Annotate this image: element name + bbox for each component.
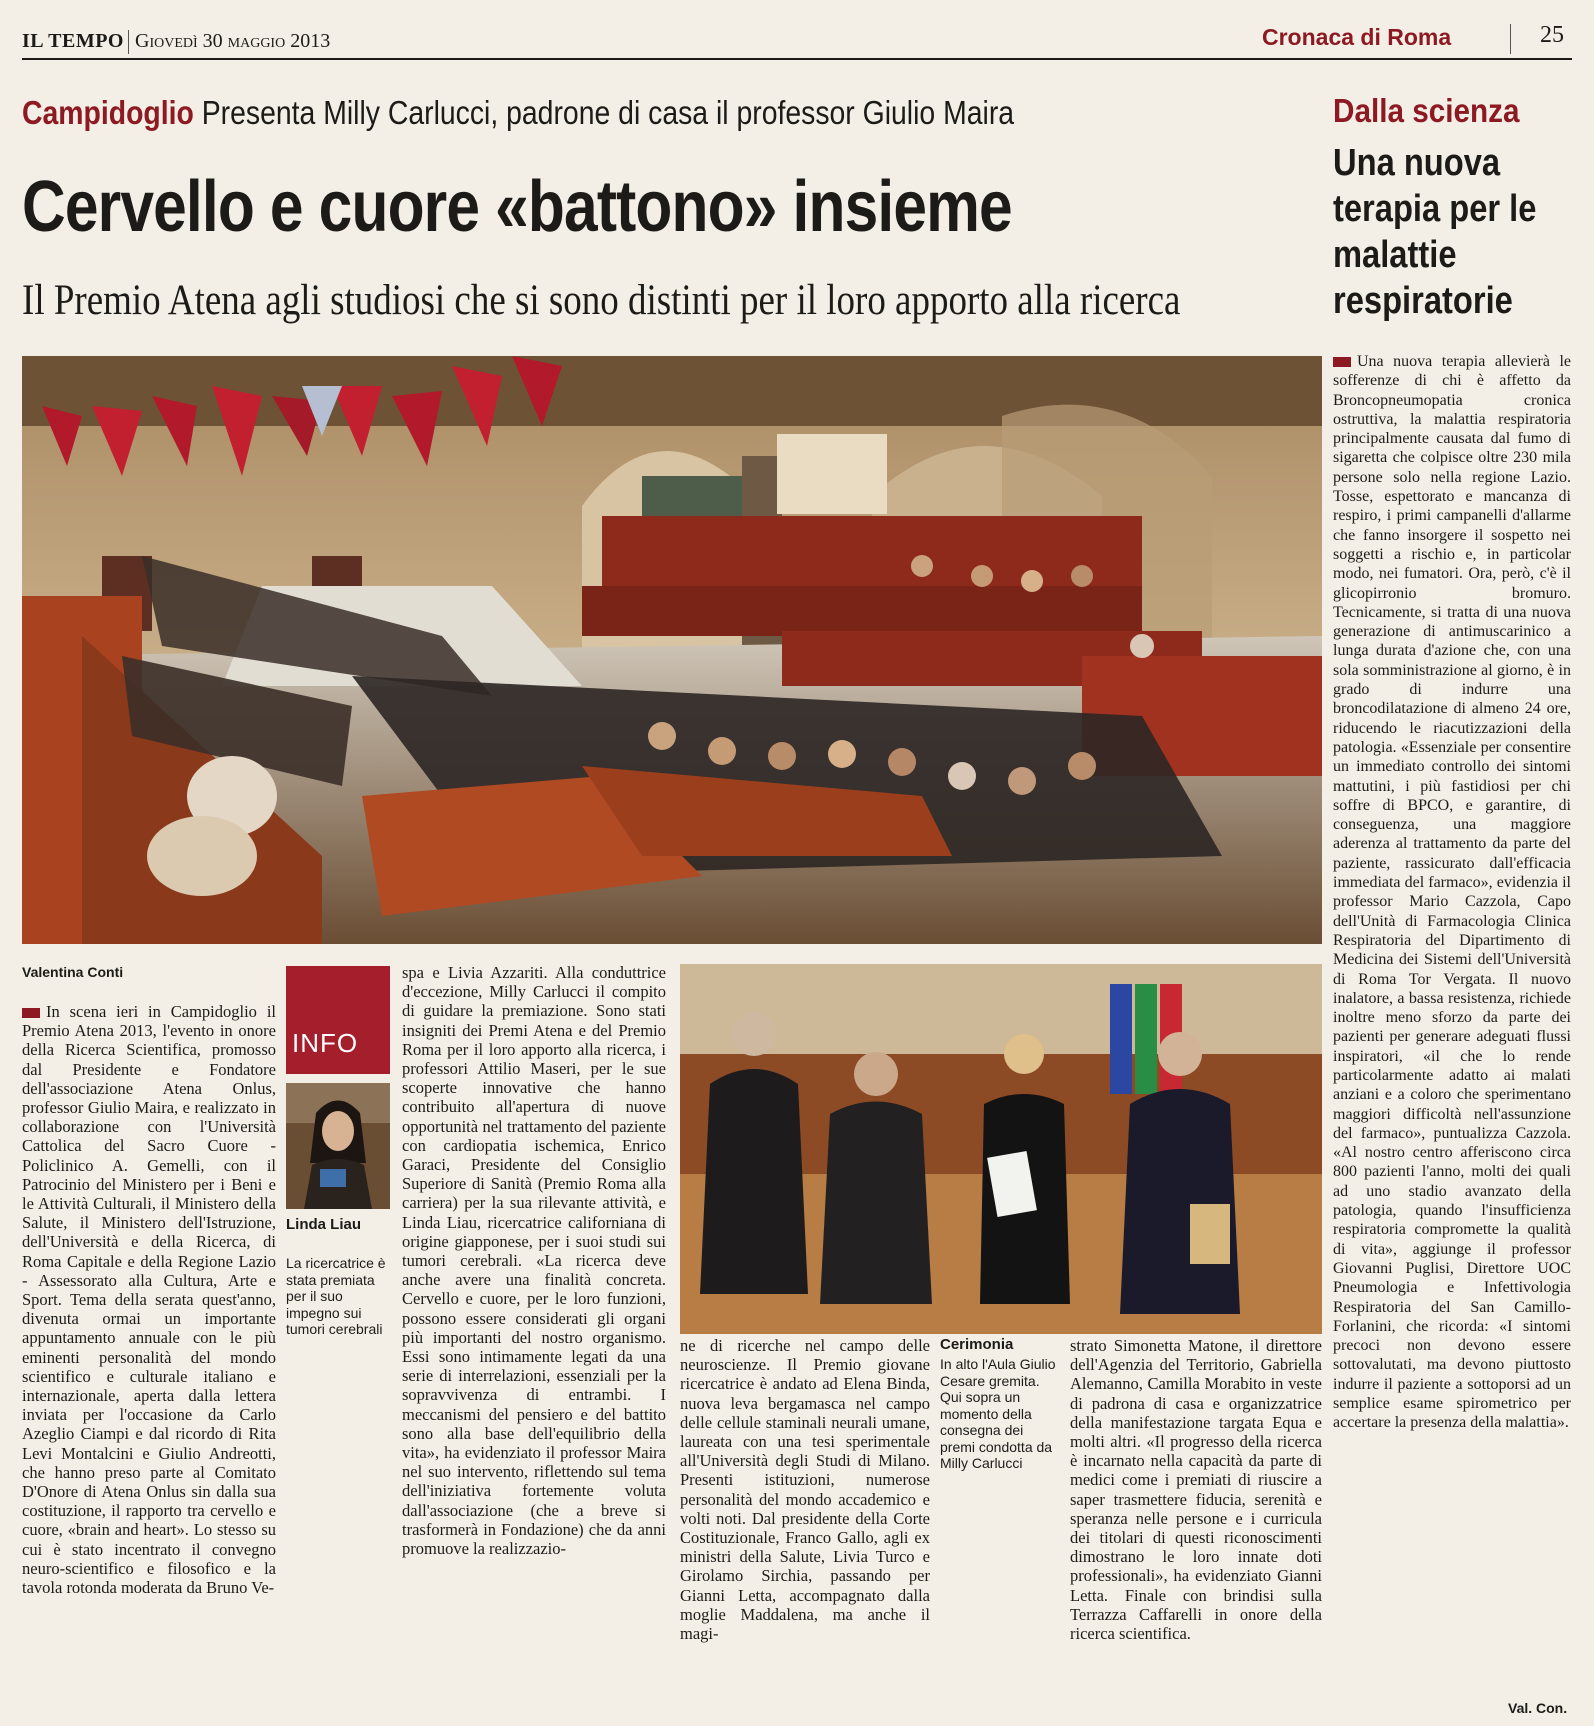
info-name: Linda Liau bbox=[286, 1216, 361, 1233]
masthead: IL TEMPO bbox=[22, 30, 124, 52]
caption-text: In alto l'Aula Giulio Cesare gremita. Qui sopra un momento della consegna dei premi condotta da Milly Carlucci bbox=[940, 1356, 1056, 1471]
paragraph-marker bbox=[22, 1008, 40, 1018]
kicker bbox=[22, 94, 1014, 132]
sidebar-article bbox=[1333, 352, 1571, 1433]
byline: Valentina Conti bbox=[22, 964, 124, 980]
article-text-4: strato Simonetta Matone, il direttore dell'Agenzia del Territorio, Gabriella Alemanno, Camilla Morabito in veste di padrona di casa e organizzatrice della manifestazione targata Equa e molti altri. «Il progresso della ricerca è incarnato nella capacità da parte di medici come i premiati di riuscire a saper trasmettere fiducia, serenità e speranza nelle persone e i curricula dei titolari di questi riconoscimenti dimostrano le loro innate doti professionali», ha evidenziato Gianni Letta. Finale con brindisi sulla Terrazza Caffarelli in onore della ricerca scientifica. bbox=[1070, 1336, 1322, 1644]
article-column-1 bbox=[22, 1002, 276, 1597]
ceremony-photo bbox=[680, 964, 1322, 1334]
section-title: Cronaca di Roma bbox=[1262, 24, 1452, 50]
headline: Cervello e cuore «battono» insieme bbox=[22, 167, 1012, 247]
paragraph-marker bbox=[1333, 357, 1351, 367]
kicker-text: Presenta Milly Carlucci, padrone di casa il professor Giulio Maira bbox=[201, 94, 1015, 131]
article-text-2: spa e Livia Azzariti. Alla conduttrice d'eccezione, Milly Carlucci il compito di guidare la premiazione. Sono stati insigniti dei Premi Atena e del Premio Roma per il loro apporto alla ricerca, i professori Attilio Maseri, per le sue scoperte innovative che hanno contribuito all'apertura di nuove opportunità nel trattamento del paziente con cardiopatia ischemica, Enrico Garaci, Presidente del Consiglio Superiore di Sanità (Premio Roma alla carriera) per la sua rilevante attività, e Linda Liau, ricercatrice californiana di origine giapponese, per i suoi studi sui tumori cerebrali. «La ricerca deve anche avere una finalità concreta. Cervello e cuore, per le loro funzioni, possono essere considerati gli organi più importanti del nostro organismo. Essi sono intimamente legati da una serie di interrelazioni, essenziali per la sopravvivenza di entrambi. I meccanismi del pensiero e del battito sono alla base dell'equilibrio della vita», ha evidenziato il professor Maira nel suo intervento, riflettendo sul tema dell'iniziativa fortemente voluta dall'associazione (che a breve si trasformerà in Fondazione) che da anni promuove la realizzazio- bbox=[402, 963, 666, 1559]
sidebar-kicker: Dalla scienza bbox=[1333, 92, 1520, 129]
header-divider bbox=[1510, 24, 1511, 54]
info-text: La ricercatrice è stata premiata per il suo impegno sui tumori cerebrali bbox=[286, 1255, 386, 1337]
info-box bbox=[286, 966, 390, 1074]
header-divider bbox=[128, 30, 129, 54]
kicker-label: Campidoglio bbox=[22, 94, 194, 131]
article-column-4 bbox=[1070, 1336, 1322, 1643]
article-column-2 bbox=[402, 963, 666, 1558]
header-rule bbox=[22, 58, 1572, 60]
hall-photo bbox=[22, 356, 1322, 944]
article-column-3 bbox=[680, 1336, 930, 1643]
article-text-3: ne di ricerche nel campo delle neuroscienze. Il Premio giovane ricercatrice è andato ad Elena Binda, nuova leva bergamasca nel campo delle cellule staminali neurali umane, laureata con una tesi sperimentale all'Università degli Studi di Milano. Presenti istituzioni, numerose personalità del mondo accademico e volti noti. Dal presidente della Corte Costituzionale, Franco Gallo, agli ex ministri della Salute, Livia Turco e Girolamo Sirchia, passando per Gianni Letta, accompagnato dalla moglie Maddalena, ma anche il magi- bbox=[680, 1336, 930, 1644]
signature: Val. Con. bbox=[1508, 1700, 1568, 1716]
article-text-1: In scena ieri in Campidoglio il Premio Atena 2013, l'evento in onore della Ricerca Scientifica, promosso dal Presidente e Fondatore dell'associazione Atena Onlus, professor Giulio Maira, e realizzato in collaborazione con l'Università Cattolica del Sacro Cuore - Policlinico A. Gemelli, con il Patrocinio del Ministero per i Beni e le Attività Culturali, il Ministero della Salute, il Ministero dell'Istruzione, dell'Università e della Ricerca, di Roma Capitale e della Regione Lazio - Assessorato alla Cultura, Arte e Sport. Tema della serata quest'anno, divenuta ormai un importante appuntamento annuale con le più eminenti personalità del mondo scientifico e culturale italiano e internazionale, aperta dalla lettera inviata per l'occasione da Carlo Azeglio Ciampi e dal ricordo di Rita Levi Montalcini e Giulio Andreotti, che hanno preso parte al Comitato D'Onore di Atena Onlus sin dalla sua costituzione, il rapporto tra cervello e cuore, «brain and heart». Lo stesso su cui è stato incentrato il convegno neuro-scientifico e filosofico e la tavola rotonda moderata da Bruno Ve- bbox=[22, 1002, 276, 1598]
info-label: INFO bbox=[292, 1028, 359, 1058]
caption-title: Cerimonia bbox=[940, 1336, 1014, 1353]
subheadline: Il Premio Atena agli studiosi che si sono distinti per il loro apporto alla ricerca bbox=[22, 277, 1181, 324]
issue-date: Giovedì 30 maggio 2013 bbox=[135, 30, 331, 52]
portrait-photo bbox=[286, 1083, 390, 1209]
sidebar-text: Una nuova terapia allevierà le sofferenze di chi è affetto da Broncopneumopatia cronica ostruttiva, la malattia respiratoria principalmente causata dal fumo di sigaretta che colpisce oltre 230 mila persone solo nella regione Lazio. Tosse, espettorato e mancanza di respiro, i primi campanelli d'allarme che fanno insorgere il sospetto nei soggetti a rischio e, in particolar modo, nei fumatori. Ora, però, c'è il glicopirronio bromuro. Tecnicamente, si tratta di una nuova generazione di antimuscarinico a lunga durata d'azione che, con una sola somministrazione al giorno, è in grado di indurre una broncodilatazione di almeno 24 ore, riducendo le riacutizzazioni della patologia. «Essenziale per consentire un immediato controllo dei sintomi mattutini, i più fastidiosi per chi soffre di BPCO, e garantire, di conseguenza, una maggiore aderenza al trattamento da parte del paziente, rassicurato dall'efficacia immediata del farmaco», evidenzia il professor Mario Cazzola, Capo dell'Unità di Farmacologia Clinica Respiratoria del Dipartimento di Medicina dei Sistemi dell'Università di Roma Tor Vergata. Il nuovo inalatore, a bassa resistenza, richiede inoltre meno sforzo da parte dei pazienti per generare adeguati flussi inspiratori, «il che lo rende particolarmente adatto ai malati anziani e a coloro che sperimentano maggiori difficoltà nell'assunzione del farmaco», puntualizza Cazzola. «Al nostro centro afferiscono circa 800 pazienti l'anno, molti dei quali ad uno stadio avanzato della patologia, quando l'insufficienza respiratoria compromette la qualità di vita», aggiunge il professor Giovanni Puglisi, Direttore UOC Pneumologia e Infettivologia Respiratoria del San Camillo-Forlanini, che ricorda: «I sintomi precoci non devono essere sottovalutati, ma devono piuttosto indurre il paziente a sottoporsi ad un semplice esame spirometrico per accertare la presenza della malattia». bbox=[1333, 353, 1571, 1432]
sidebar-title: Una nuova terapia per le malattie respiratorie bbox=[1333, 142, 1537, 322]
page-number: 25 bbox=[1540, 22, 1564, 48]
